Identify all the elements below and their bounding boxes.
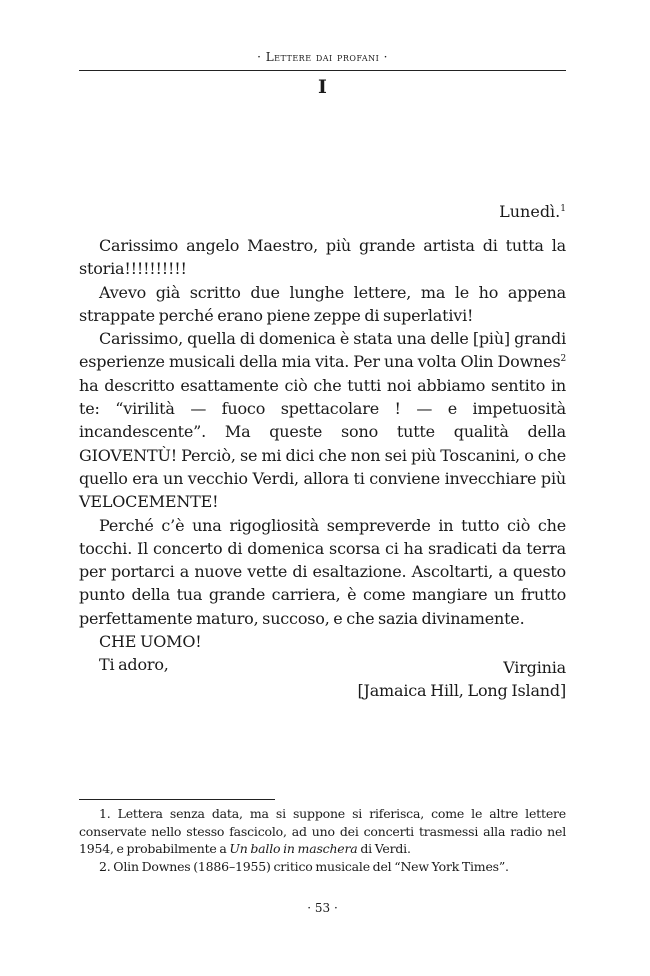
paragraph-3-part-1: Carissimo, quella di domenica è stata una delle [più] grandi esperienze musicali della mia vita. Per una volta Olin Downes — [79, 329, 566, 372]
letter-numeral: I — [318, 76, 327, 98]
paragraph-2: Avevo già scritto due lunghe lettere, ma le ho appena strappate perché erano piene zeppe di superlativi! — [79, 282, 566, 325]
signature-place: [Jamaica Hill, Long Island] — [357, 681, 566, 701]
signature-name: Virginia — [503, 658, 566, 677]
footnote-ref-1[interactable]: 1 — [560, 204, 566, 214]
footnote-1-part-2: di Verdi. — [357, 841, 411, 857]
footnote-rule — [79, 799, 275, 800]
footnote-1-title: Un ballo in maschera — [229, 841, 358, 857]
letter-body — [79, 234, 566, 677]
dateline — [79, 202, 566, 221]
footnote-1 — [79, 805, 566, 858]
paragraph-1: Carissimo angelo Maestro, più grande artista di tutta la storia!!!!!!!!!! — [79, 236, 566, 279]
paragraph-5: CHE UOMO! — [99, 632, 202, 652]
paragraph-3 — [79, 327, 566, 513]
footnotes — [79, 805, 566, 875]
paragraph-6: Ti adoro, — [99, 655, 169, 675]
footnote-1-part-1: 1. Lettera senza data, ma si suppone si riferisca, come le altre lettere conservate nello stesso fascicolo, ad uno dei concerti trasmessi alla radio nel 1954, e probabilmente a — [79, 806, 566, 857]
paragraph-3-part-2: ha descritto esattamente ciò che tutti noi abbiamo sentito in te: “virilità — fuoco spettacolare ! — e impetuosità incandescente”. Ma queste sono tutte qualità della GIOVENTÙ! Perciò, se mi dici che non sei più Toscanini, o che quello era un vecchio Verdi, allora ti conviene invecchiare più VELOCEMENTE! — [79, 375, 566, 512]
running-head: · Lettere dai profani · — [257, 50, 388, 64]
page-number: · 53 · — [307, 901, 338, 915]
footnote-2: 2. Olin Downes (1886–1955) critico musicale del “New York Times”. — [99, 858, 509, 874]
paragraph-4: Perché c’è una rigogliosità sempreverde in tutto ciò che tocchi. Il concerto di domenica scorsa ci ha sradicati da terra per portarci a nuove vette di esaltazione. Ascoltarti, a questo punto della tua grande carriera, è come mangiare un frutto perfettamente maturo, succoso, e che sazia divinamente. — [79, 515, 566, 628]
footnote-ref-2[interactable]: 2 — [560, 354, 566, 365]
dateline-text: Lunedì. — [499, 202, 561, 221]
signature-block — [79, 656, 566, 703]
header-rule — [79, 70, 566, 71]
